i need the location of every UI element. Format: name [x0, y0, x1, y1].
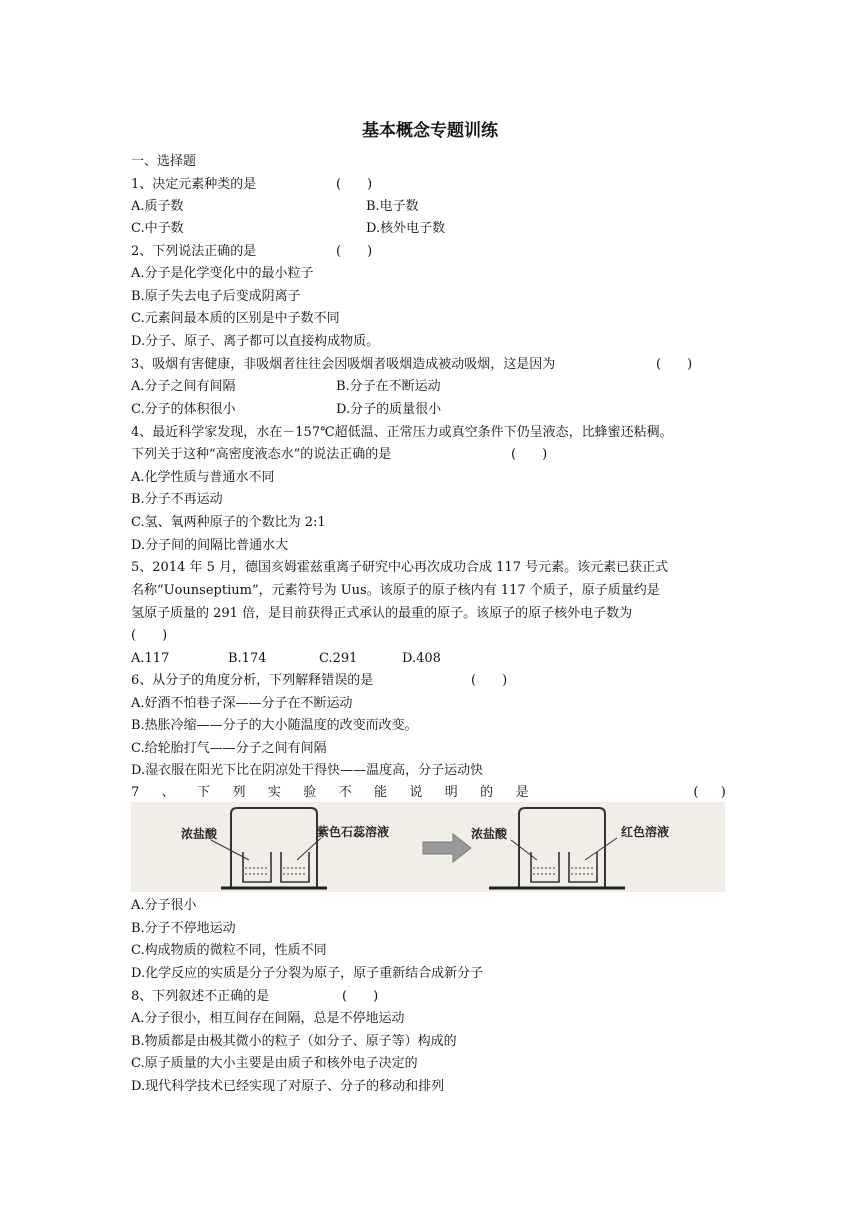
label-hcl-left: 浓盐酸: [181, 827, 218, 841]
stem-char: 验: [303, 785, 317, 800]
stem-char: 的: [480, 785, 494, 800]
answer-blank: ( ): [656, 357, 693, 372]
question-8-stem: 8、下列叙述不正确的是: [131, 989, 270, 1004]
answer-blank: ( ): [342, 989, 379, 1004]
answer-blank: ( ): [131, 628, 168, 643]
q6-option-a: A.好酒不怕巷子深——分子在不断运动: [131, 696, 353, 711]
question-5-stem: 5、2014 年 5 月，德国亥姆霍兹重离子研究中心再次成功合成 117 号元素。该元素已获正式: [131, 560, 669, 575]
stem-char: 7: [131, 785, 140, 800]
q6-option-c: C.给轮胎打气——分子之间有间隔: [131, 741, 327, 756]
stem-char: 是: [515, 785, 529, 800]
answer-blank: ( ): [336, 177, 373, 192]
stem-char: 不: [338, 785, 352, 800]
stem-char: 实: [267, 785, 281, 800]
q3-option-a: A.分子之间有间隔: [131, 379, 236, 394]
stem-char: 列: [232, 785, 246, 800]
question-1-stem: 1、决定元素种类的是: [131, 177, 257, 192]
question-2-stem: 2、下列说法正确的是: [131, 244, 257, 259]
answer-blank: ( ): [336, 244, 373, 259]
answer-blank-open: (: [693, 785, 699, 800]
question-7-stem: [131, 784, 726, 802]
q8-option-a: A.分子很小，相互间存在间隔，总是不停地运动: [131, 1011, 405, 1026]
question-3-stem: 3、吸烟有害健康，非吸烟者往往会因吸烟者吸烟造成被动吸烟，这是因为: [131, 357, 556, 372]
label-hcl-right: 浓盐酸: [471, 827, 508, 841]
question-5-stem-cont: 氢原子质量的 291 倍，是目前获得正式承认的最重的原子。该原子的原子核外电子数为: [131, 606, 633, 621]
q7-option-d: D.化学反应的实质是分子分裂为原子，原子重新结合成新分子: [131, 966, 484, 981]
q3-option-b: B.分子在不断运动: [336, 379, 441, 394]
q3-option-c: C.分子的体积很小: [131, 402, 236, 417]
q7-option-c: C.构成物质的微粒不同，性质不同: [131, 943, 327, 958]
q4-option-b: B.分子不再运动: [131, 492, 223, 507]
q1-option-c: C.中子数: [131, 221, 184, 236]
stem-char: 说: [409, 785, 423, 800]
label-red-solution: 红色溶液: [621, 825, 670, 839]
q5-option-a: A.117: [131, 651, 170, 666]
label-litmus: 紫色石蕊溶液: [317, 825, 390, 839]
q4-option-c: C.氢、氧两种原子的个数比为 2:1: [131, 515, 326, 530]
stem-char: 明: [444, 785, 458, 800]
stem-char: 能: [374, 785, 388, 800]
stem-char: 下: [197, 785, 211, 800]
q4-option-d: D.分子间的间隔比普通水大: [131, 538, 289, 553]
q2-option-c: C.元素间最本质的区别是中子数不同: [131, 311, 340, 326]
q8-option-c: C.原子质量的大小主要是由质子和核外电子决定的: [131, 1056, 418, 1071]
q7-option-a: A.分子很小: [131, 898, 197, 913]
q8-option-d: D.现代科学技术已经实现了对原子、分子的移动和排列: [131, 1079, 445, 1094]
question-5-stem-cont: 名称“Uounseptium”，元素符号为 Uus。该原子的原子核内有 117 个质子，原子质量约是: [131, 583, 660, 598]
experiment-figure: [131, 802, 725, 892]
q6-option-b: B.热胀冷缩——分子的大小随温度的改变而改变。: [131, 718, 418, 733]
q3-option-d: D.分子的质量很小: [336, 402, 442, 417]
q4-option-a: A.化学性质与普通水不同: [131, 470, 275, 485]
q5-option-d: D.408: [402, 651, 441, 666]
q2-option-b: B.原子失去电子后变成阴离子: [131, 289, 301, 304]
q8-option-b: B.物质都是由极其微小的粒子（如分子、原子等）构成的: [131, 1034, 457, 1049]
q1-option-d: D.核外电子数: [366, 221, 446, 236]
q1-option-a: A.质子数: [131, 199, 184, 214]
page-title: 基本概念专题训练: [362, 121, 498, 141]
question-4-stem-cont: 下列关于这种“高密度液态水”的说法正确的是: [131, 447, 392, 462]
question-4-stem: 4、最近科学家发现，水在－157℃超低温、正常压力或真空条件下仍呈液态，比蜂蜜还粘稠。: [131, 425, 673, 440]
q7-option-b: B.分子不停地运动: [131, 921, 236, 936]
answer-blank: ( ): [511, 447, 548, 462]
answer-blank: ( ): [471, 673, 508, 688]
stem-char: 、: [161, 785, 175, 800]
q5-option-c: C.291: [319, 651, 358, 666]
question-6-stem: 6、从分子的角度分析，下列解释错误的是: [131, 673, 374, 688]
answer-blank-close: ): [720, 785, 726, 800]
section-heading: 一、选择题: [131, 154, 197, 169]
q5-option-b: B.174: [228, 651, 267, 666]
q6-option-d: D.湿衣服在阳光下比在阴凉处干得快——温度高，分子运动快: [131, 763, 484, 778]
q2-option-a: A.分子是化学变化中的最小粒子: [131, 266, 314, 281]
q1-option-b: B.电子数: [366, 199, 419, 214]
q2-option-d: D.分子、原子、离子都可以直接构成物质。: [131, 334, 380, 349]
